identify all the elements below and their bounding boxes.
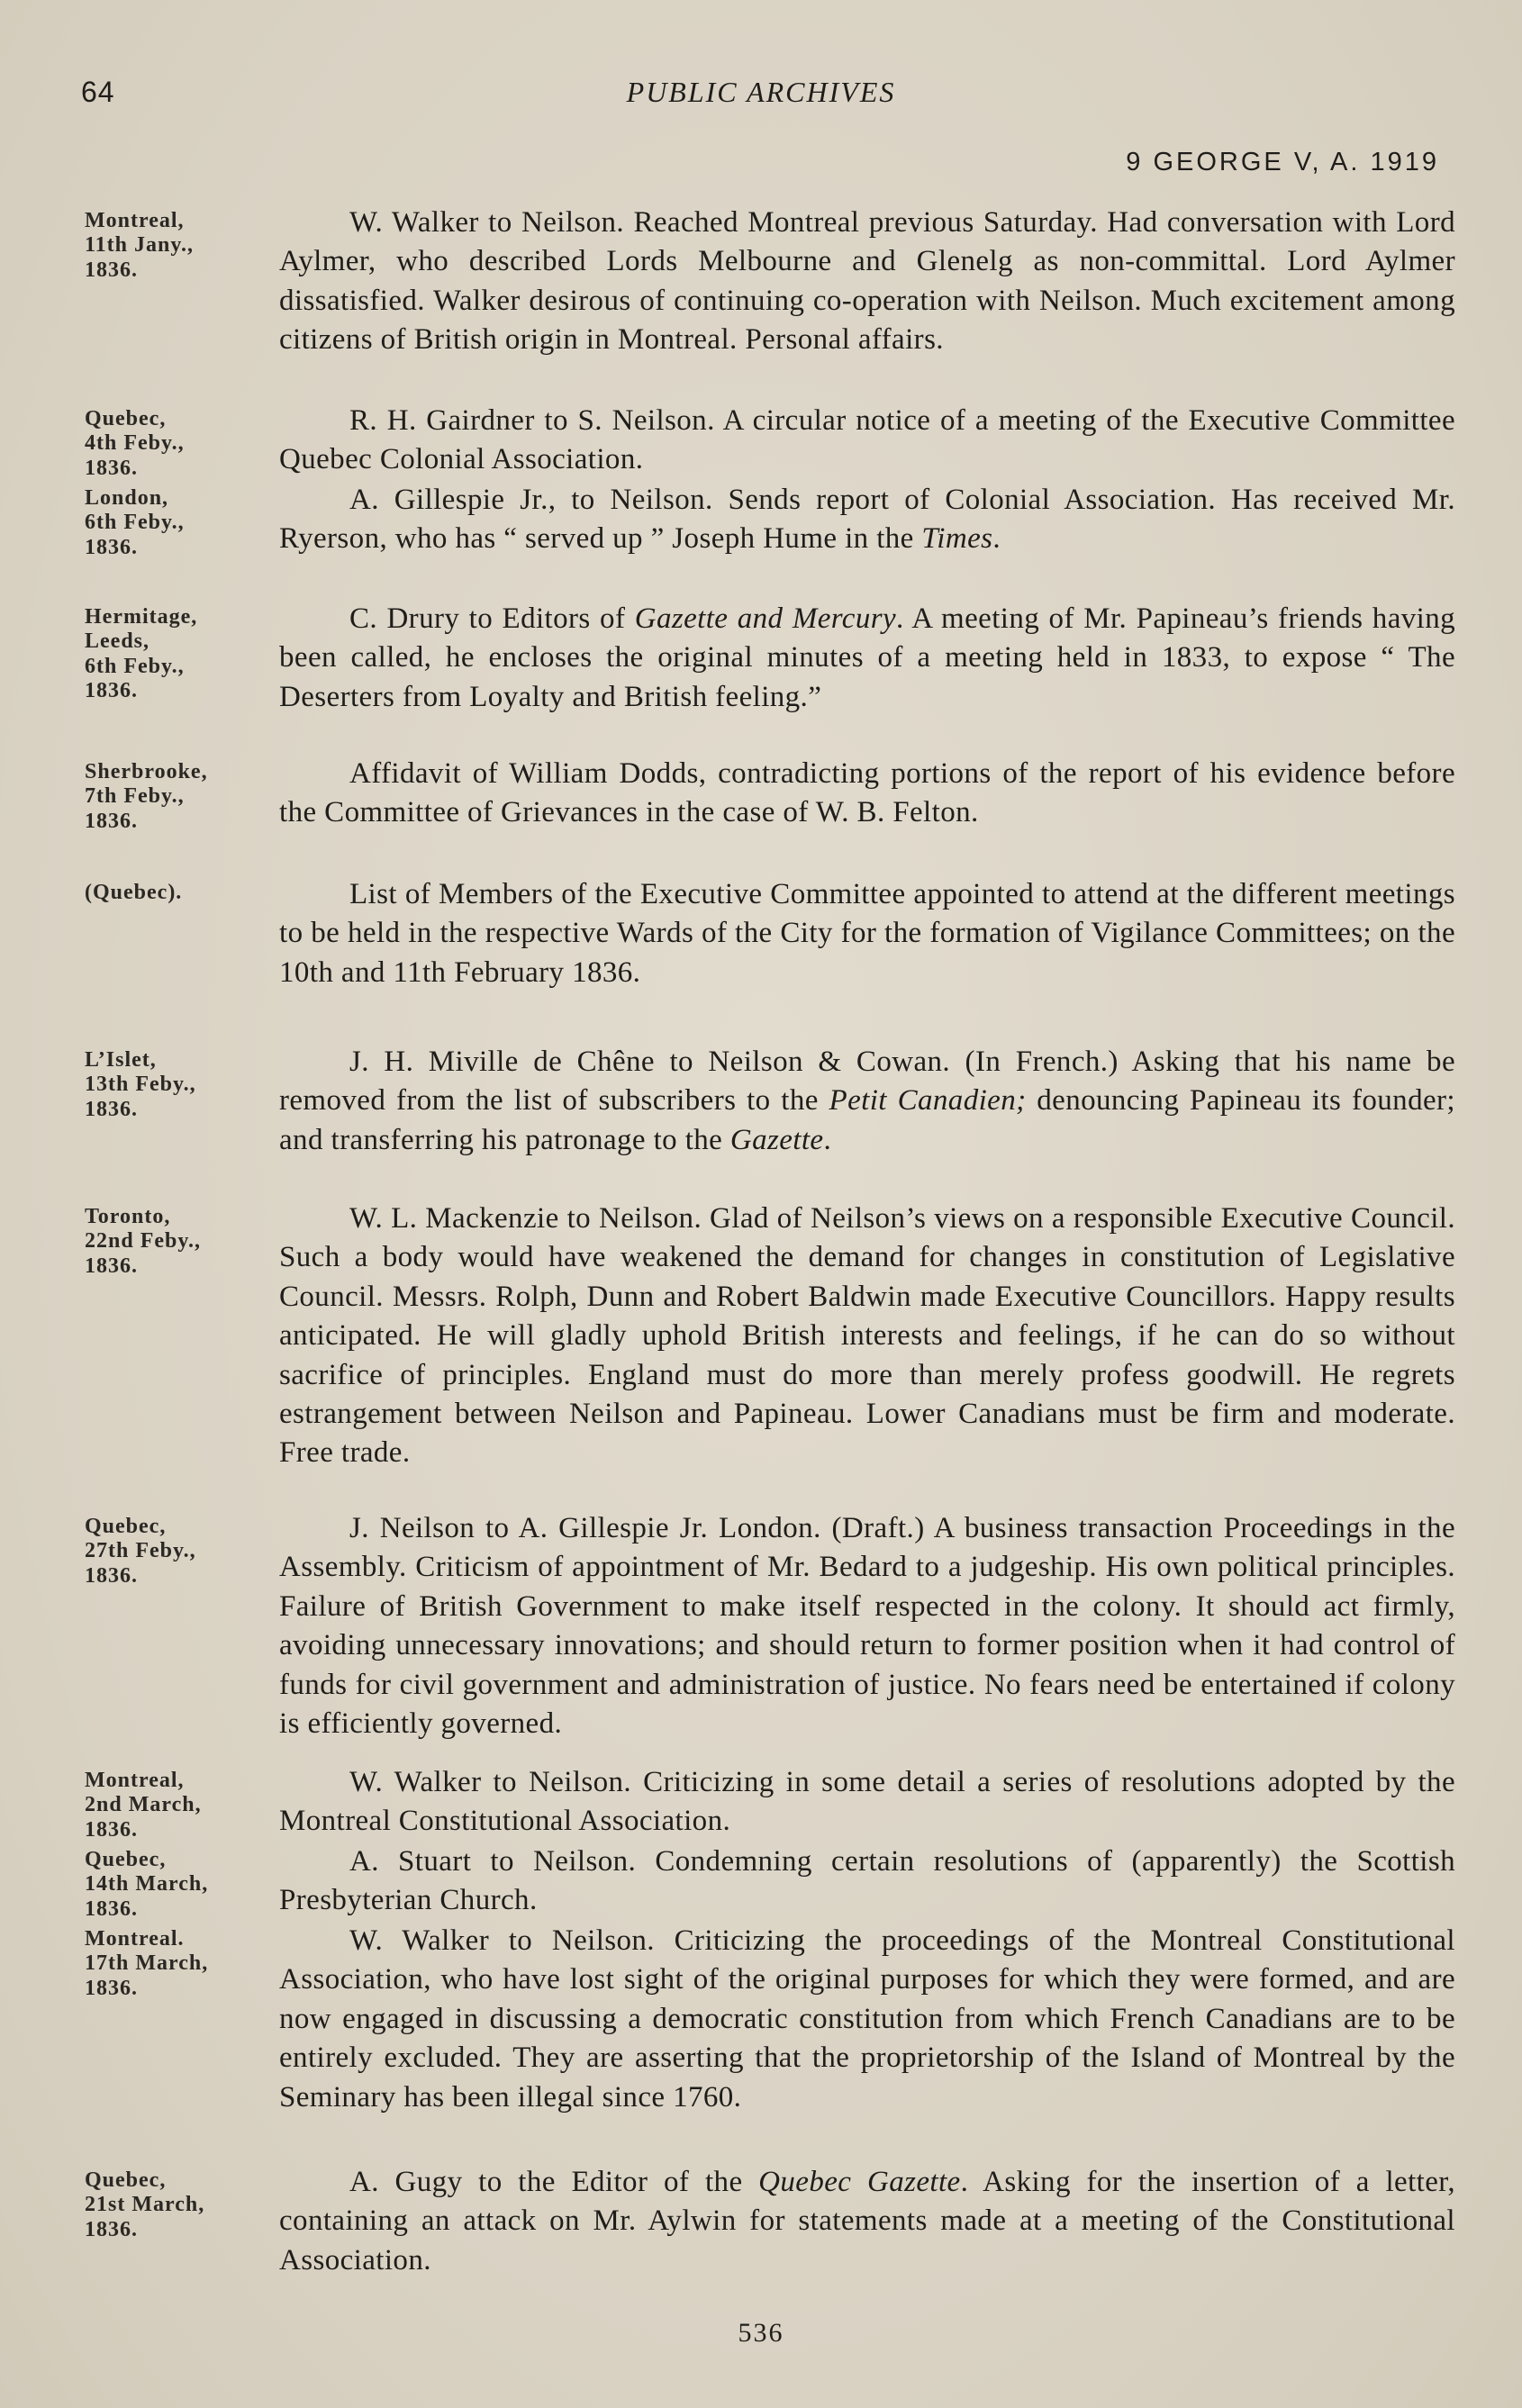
summary-text: Affidavit of William Dodds, contradicting portions of the report of his evidence before the Committee of Grievances in the case of W. B. Felton. (279, 757, 1455, 829)
publication-title: Gazette and Mercury (634, 602, 897, 635)
entry-place-date (85, 1515, 265, 1589)
place-date-line: Hermitage, (85, 605, 198, 629)
session-heading: 9 GEORGE V, A. 1919 (1126, 148, 1439, 177)
entry-place-date (85, 209, 265, 283)
place-date-line: 1836. (85, 1097, 138, 1121)
place-date-line: 17th March, (85, 1951, 209, 1976)
entry-place-date (85, 605, 265, 703)
summary-text: J. H. Miville de Chêne to Neilson & Cowan. (In French.) Asking that his name be removed from the list of subscribers to the (279, 1046, 1455, 1118)
page-number: 64 (81, 76, 115, 108)
place-date-line: 1836. (85, 1254, 138, 1278)
place-date-line: Quebec, (85, 1515, 167, 1538)
entry-summary (279, 1763, 1455, 1842)
place-date-line: 7th Feby., (85, 784, 185, 809)
entry-place-date (85, 760, 265, 834)
place-date-line: 1836. (85, 1976, 138, 2000)
publication-title: Quebec Gazette (758, 2166, 961, 2198)
summary-text: A. Gillespie Jr., to Neilson. Sends report of Colonial Association. Has received Mr. Ryerson, who has “ served up ” Joseph Hume in the (279, 484, 1455, 556)
place-date-line: 2nd March, (85, 1793, 202, 1817)
place-date-line: 1836. (85, 535, 138, 559)
summary-text: W. Walker to Neilson. Reached Montreal previous Saturday. Had conversation with Lord Aylmer, who described Lords Melbourne and Glenelg as non-committal. Lord Aylmer dissatisfied. Walker desirous of continuing co-operation with Neilson. Much excitement among citizens of British origin in Montreal. Personal affairs. (279, 206, 1455, 357)
summary-text: . Asking for the insertion of a letter, containing an attack on Mr. Aylwin for statements made at a meeting of the Constitutional Association. (279, 2166, 1455, 2277)
folio-number: 536 (738, 2318, 784, 2348)
summary-text: W. L. Mackenzie to Neilson. Glad of Neilson’s views on a responsible Executive Council. Such a body would have weakened the demand for changes in constitution of Legislative Council. Messrs. Rolph, Dunn and Robert Baldwin made Executive Councillors. Happy results anticipated. He will gladly uphold British interests and feelings, if he can do so without sacrifice of principles. England must do more than merely profess goodwill. He regrets estrangement between Neilson and Papineau. Lower Canadians must be firm and moderate. Free trade. (279, 1202, 1455, 1470)
entry-summary (279, 1509, 1455, 1743)
entry-summary (279, 402, 1455, 480)
place-date-line: 1836. (85, 809, 138, 833)
place-date-line: Montreal. (85, 1927, 185, 1951)
place-date-line: Quebec, (85, 2168, 167, 2192)
publication-title: Times (921, 522, 993, 556)
place-date-line: Toronto, (85, 1205, 171, 1228)
place-date-line: 11th Jany., (85, 233, 195, 258)
place-date-line: 1836. (85, 1817, 138, 1842)
summary-text: A. Stuart to Neilson. Condemning certain resolutions of (apparently) the Scottish Presbyterian Church. (279, 1845, 1455, 1917)
entry-summary (279, 875, 1455, 992)
place-date-line: 22nd Feby., (85, 1229, 202, 1254)
entry-summary (279, 481, 1455, 559)
publication-title: Gazette (729, 1123, 824, 1156)
publication-title: Petit Canadien; (829, 1084, 1027, 1118)
entry-place-date (85, 1848, 265, 1922)
summary-text: W. Walker to Neilson. Criticizing in some detail a series of resolutions adopted by the Montreal Constitutional Association. (279, 1766, 1455, 1838)
place-date-line: 1836. (85, 1563, 138, 1588)
place-date-line: 6th Feby., (85, 511, 185, 535)
place-date-line: 27th Feby., (85, 1539, 196, 1563)
place-date-line: 6th Feby., (85, 654, 185, 678)
entry-place-date (85, 1769, 265, 1842)
entry-summary (279, 204, 1455, 360)
place-date-line: Leeds, (85, 629, 149, 654)
entry-summary (279, 755, 1455, 833)
place-date-line: 21st March, (85, 2193, 205, 2217)
entry-place-date (85, 881, 265, 905)
entry-place-date (85, 2168, 265, 2242)
entry-summary (279, 600, 1455, 717)
summary-text: A. Gugy to the Editor of the (349, 2166, 759, 2198)
summary-text: . A meeting of Mr. Papineau’s friends having been called, he encloses the original minutes of a meeting held in 1833, to expose “ The Deserters from Loyalty and British feeling.” (279, 602, 1456, 713)
place-date-line: 1836. (85, 2217, 138, 2241)
place-date-line: Montreal, (85, 209, 185, 232)
place-date-line: London, (85, 486, 169, 510)
place-date-line: Quebec, (85, 1848, 167, 1871)
entry-place-date (85, 1048, 265, 1122)
summary-text: denouncing Papineau its founder; and transferring his patronage to the (279, 1084, 1455, 1156)
summary-text: W. Walker to Neilson. Criticizing the proceedings of the Montreal Constitutional Association, who have lost sight of the original purposes for which they were formed, and are now engaged in discussing a democratic constitution from which French Canadians are to be entirely excluded. They are asserting that the proprietorship of the Island of Montreal by the Seminary has been illegal since 1760. (279, 1924, 1455, 2114)
summary-text: J. Neilson to A. Gillespie Jr. London. (Draft.) A business transaction Proceedings in the Assembly. Criticism of appointment of Mr. Bedard to a judgeship. His own political principles. Failure of British Government to make itself respected in the colony. It should act firmly, avoiding unnecessary innovations; and should return to former position when it had control of funds for civil government and administration of justice. No fears need be entertained if colony is efficiently governed. (279, 1512, 1455, 1741)
place-date-line: 1836. (85, 258, 138, 282)
place-date-line: L’Islet, (85, 1048, 157, 1072)
place-date-line: 1836. (85, 679, 138, 703)
entry-place-date (85, 407, 265, 481)
running-title: PUBLIC ARCHIVES (626, 76, 896, 108)
place-date-line: 4th Feby., (85, 431, 185, 456)
entry-place-date (85, 1927, 265, 2001)
summary-text: R. H. Gairdner to S. Neilson. A circular notice of a meeting of the Executive Committee Quebec Colonial Association. (279, 404, 1455, 476)
place-date-line: 1836. (85, 456, 138, 480)
entry-place-date (85, 1205, 265, 1279)
place-date-line: 13th Feby., (85, 1073, 196, 1097)
summary-text: List of Members of the Executive Committee appointed to attend at the different meetings to be held in the respective Wards of the City for the formation of Vigilance Committees; on the 10th and 11th February 1836. (279, 878, 1455, 989)
entry-summary (279, 1043, 1455, 1160)
summary-text: . (823, 1123, 832, 1156)
entry-summary (279, 1922, 1455, 2117)
summary-text: . (992, 522, 1001, 556)
place-date-line: Quebec, (85, 407, 167, 430)
entry-place-date (85, 486, 265, 560)
entry-summary (279, 2163, 1455, 2280)
entry-summary (279, 1199, 1455, 1473)
place-date-line: 14th March, (85, 1872, 209, 1897)
place-date-line: Montreal, (85, 1769, 185, 1792)
place-date-line: Sherbrooke, (85, 760, 208, 783)
entry-summary (279, 1842, 1455, 1921)
place-date-line: (Quebec). (85, 881, 183, 904)
summary-text: C. Drury to Editors of (349, 602, 635, 635)
place-date-line: 1836. (85, 1897, 138, 1921)
